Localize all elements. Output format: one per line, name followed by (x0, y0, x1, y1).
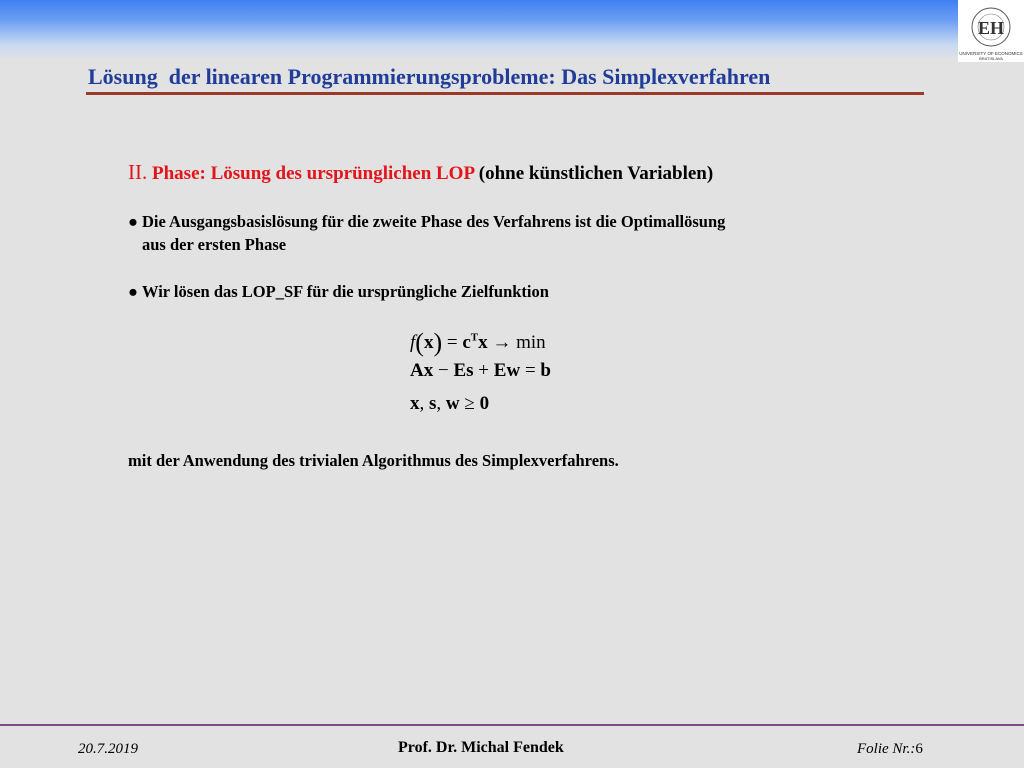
bullet-dot: ● (128, 212, 138, 231)
phase-title: Phase: Lösung des ursprünglichen LOP (152, 163, 475, 184)
formula-nonnegativity: x, s, w ≥ 0 (410, 393, 490, 414)
bullet-text-continued: aus der ersten Phase (142, 235, 287, 254)
formula-constraint: Ax − Es + Ew = b (410, 360, 551, 381)
slide-title: Lösung der linearen Programmierungsprobleme: Das Simplexverfahren (88, 64, 771, 89)
bullet-dot: ● (128, 282, 138, 301)
bullet-objective (128, 280, 549, 303)
svg-text:BRATISLAVA: BRATISLAVA (979, 56, 1003, 61)
title-underline (86, 92, 924, 95)
bullet-initial-solution (128, 210, 725, 256)
bullet-text: Wir lösen das LOP_SF für die ursprüngliche Zielfunktion (142, 282, 549, 301)
footer-date: 20.7.2019 (78, 741, 138, 757)
svg-text:UNIVERSITY OF ECONOMICS: UNIVERSITY OF ECONOMICS (959, 51, 1023, 56)
closing-text: mit der Anwendung des trivialen Algorithmus des Simplexverfahrens. (128, 451, 619, 470)
footer-author: Prof. Dr. Michal Fendek (398, 739, 564, 756)
header-band (0, 0, 958, 60)
phase-number: II. (128, 160, 148, 184)
phase-note: (ohne künstlichen Variablen) (478, 163, 714, 184)
formula-objective: $f(x) = c^Tx \to \min$ (410, 328, 546, 357)
university-logo (958, 0, 1024, 62)
bullet-text: Die Ausgangsbasislösung für die zweite Phase des Verfahrens ist die Optimallösung (142, 212, 726, 231)
phase-heading (128, 160, 713, 185)
footer-divider (0, 724, 1024, 726)
footer-slide-number: Folie Nr.:6 (857, 741, 923, 757)
svg-text:EH: EH (977, 18, 1005, 38)
